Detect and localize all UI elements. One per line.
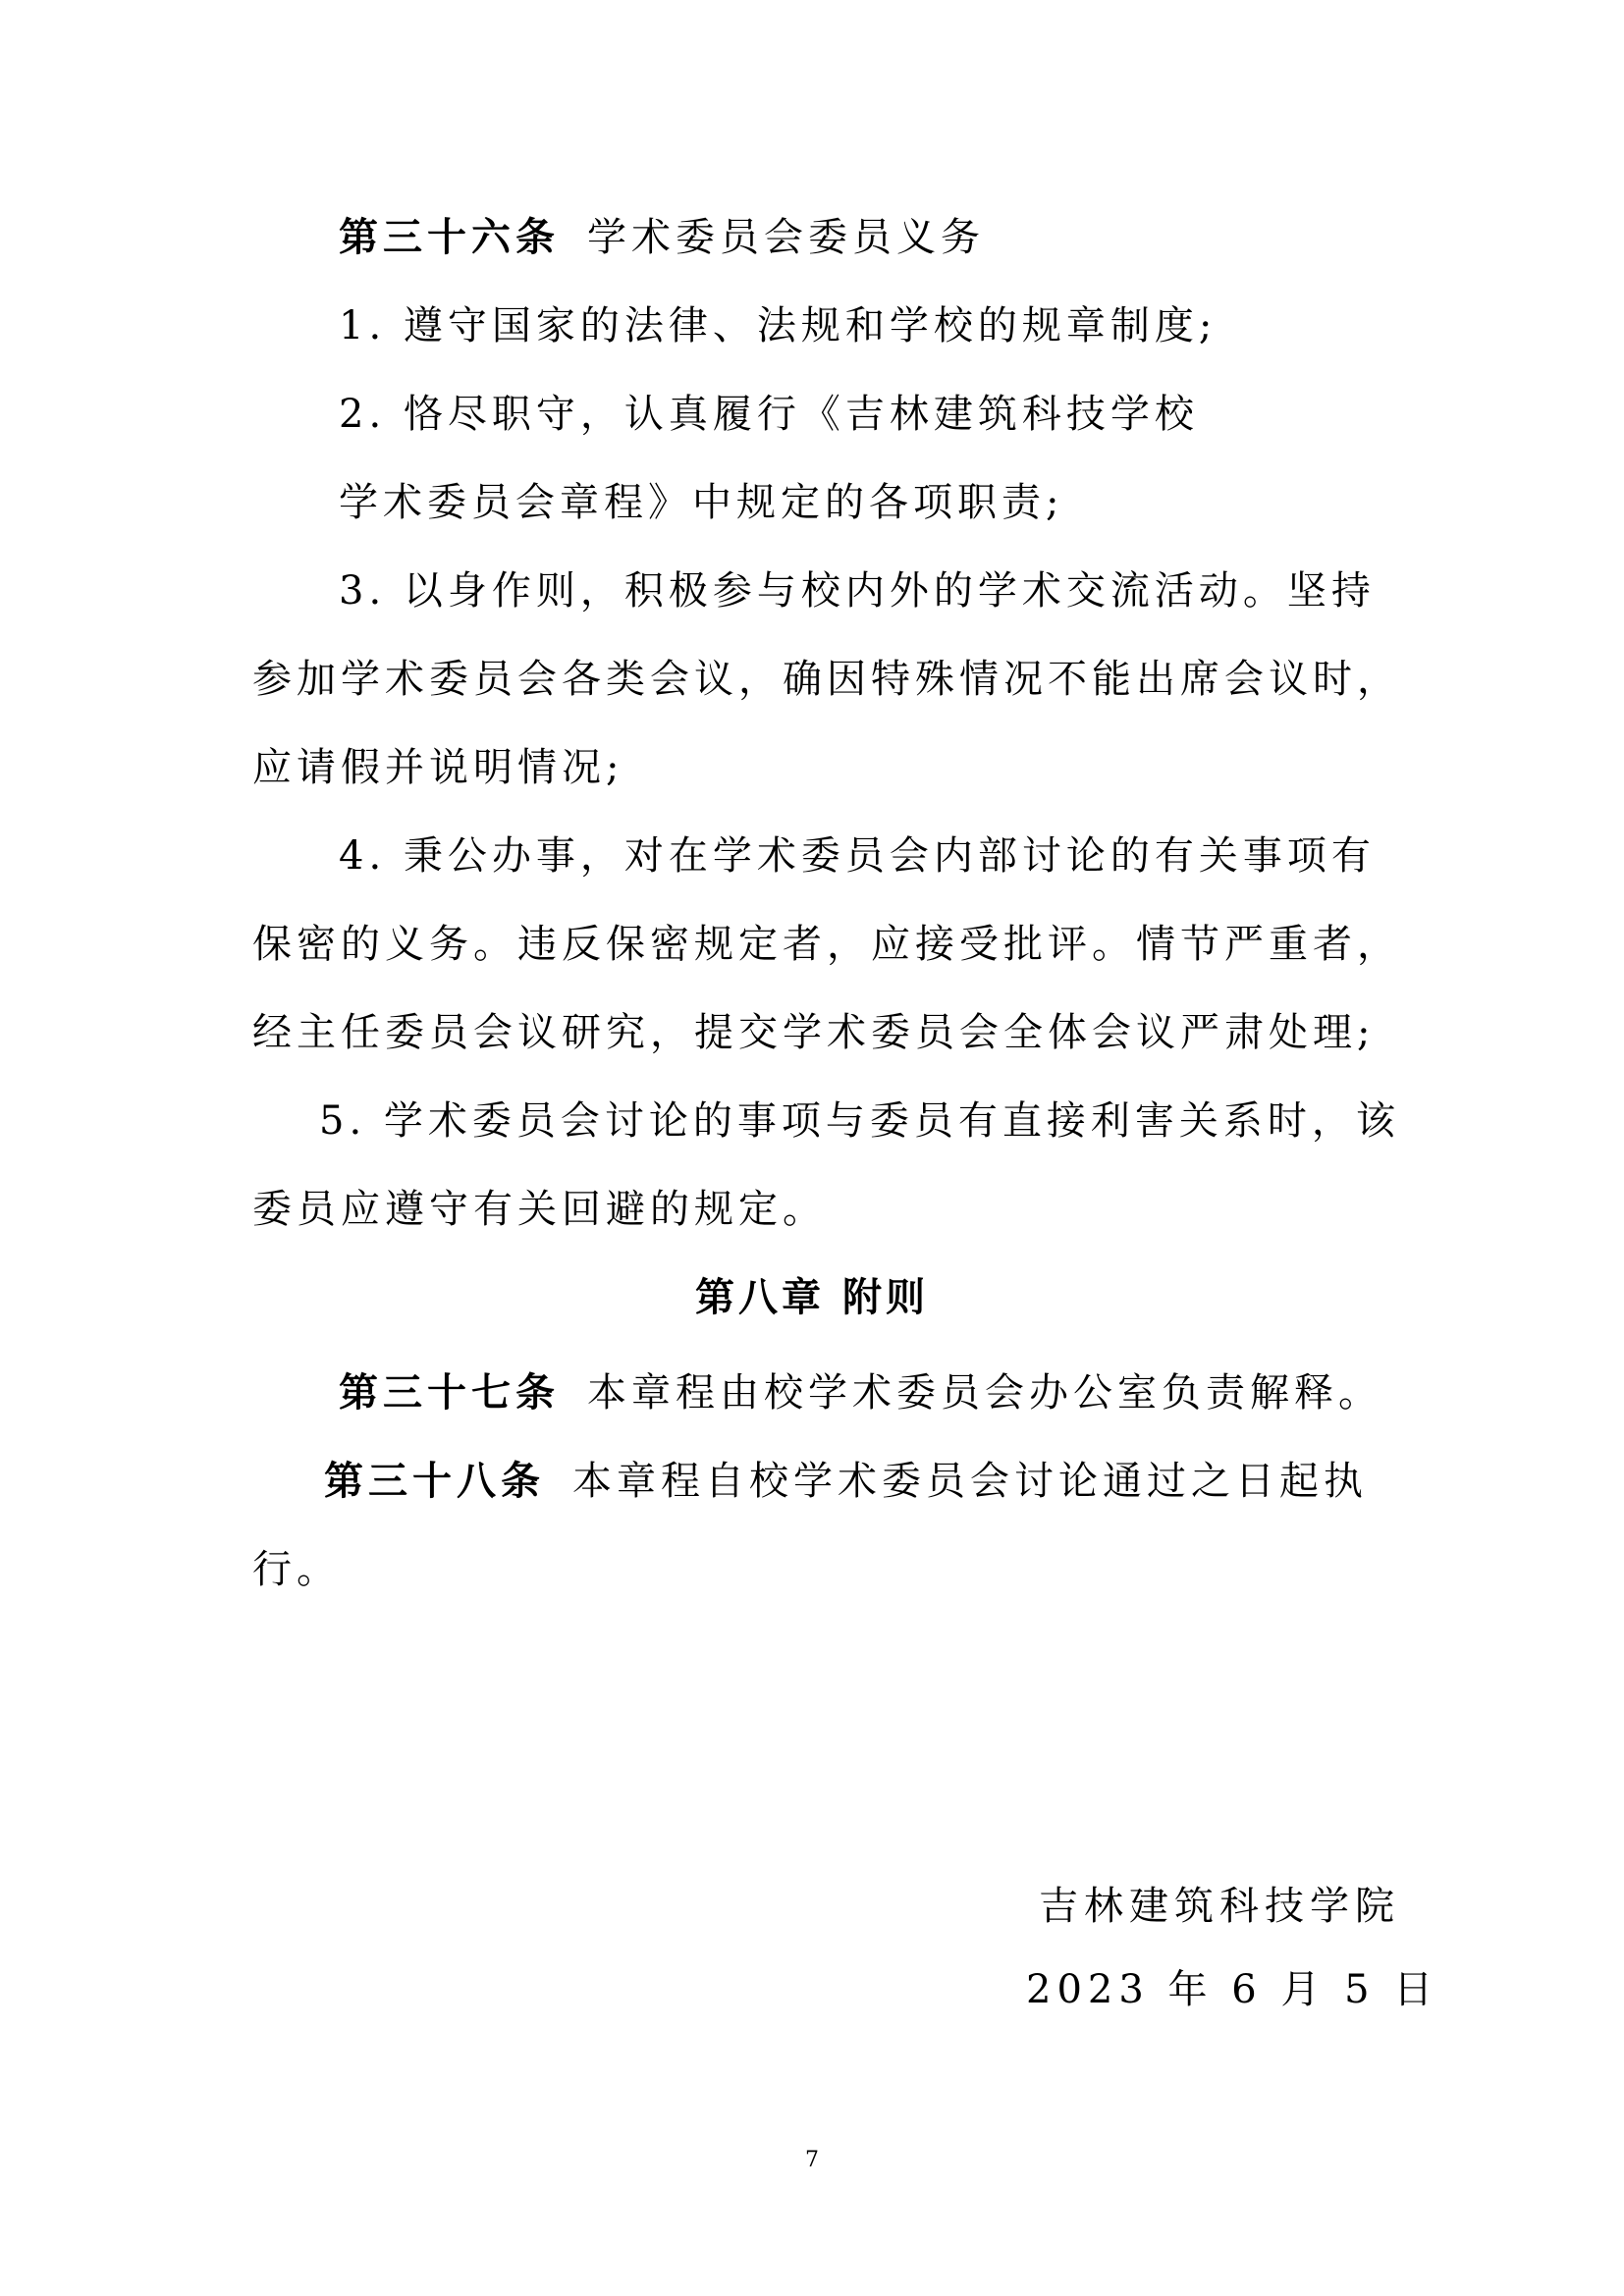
- article-38-text-line-1: 本章程自校学术委员会讨论通过之日起执: [572, 1459, 1368, 1504]
- article-37-text: 本章程由校学术委员会办公室负责解释。: [587, 1370, 1382, 1415]
- article-36-item-2-line-1: 2. 恪尽职守，认真履行《吉林建筑科技学校: [339, 392, 1199, 437]
- article-36-number: 第三十六条: [339, 214, 560, 260]
- article-38-number: 第三十八条: [324, 1458, 545, 1504]
- article-36-item-3-line-2: 参加学术委员会各类会议，确因特殊情况不能出席会议时，: [252, 657, 1401, 702]
- article-36-title: 学术委员会委员义务: [587, 215, 985, 260]
- chapter-8-title: 第八章 附则: [695, 1274, 929, 1320]
- article-38-line-2: 行。: [252, 1547, 341, 1592]
- article-37-line: [339, 1369, 1382, 1416]
- article-36-item-3-line-3: 应请假并说明情况;: [252, 745, 624, 790]
- article-38-line-1: [324, 1458, 1368, 1505]
- article-36-item-5-line-2: 委员应遵守有关回避的规定。: [252, 1187, 827, 1232]
- article-36-item-3-line-1: 3. 以身作则，积极参与校内外的学术交流活动。坚持: [339, 568, 1376, 614]
- article-37-number: 第三十七条: [339, 1369, 560, 1415]
- article-36-item-2-line-2: 学术委员会章程》中规定的各项职责;: [339, 480, 1064, 525]
- article-36-item-4-line-3: 经主任委员会议研究，提交学术委员会全体会议严肃处理;: [252, 1010, 1376, 1055]
- article-36-item-1: 1. 遵守国家的法律、法规和学校的规章制度;: [339, 303, 1218, 348]
- article-36-item-4-line-1: 4. 秉公办事，对在学术委员会内部讨论的有关事项有: [339, 833, 1376, 879]
- article-36-item-4-line-2: 保密的义务。违反保密规定者，应接受批评。情节严重者，: [252, 922, 1401, 967]
- page-number: 7: [805, 2148, 819, 2172]
- signature-date: 2023 年 6 月 5 日: [1026, 1967, 1439, 2012]
- article-36-heading-line: [339, 214, 985, 261]
- signature-organization: 吉林建筑科技学院: [1039, 1884, 1400, 1929]
- article-36-item-5-line-1: 5. 学术委员会讨论的事项与委员有直接利害关系时，该: [319, 1098, 1400, 1144]
